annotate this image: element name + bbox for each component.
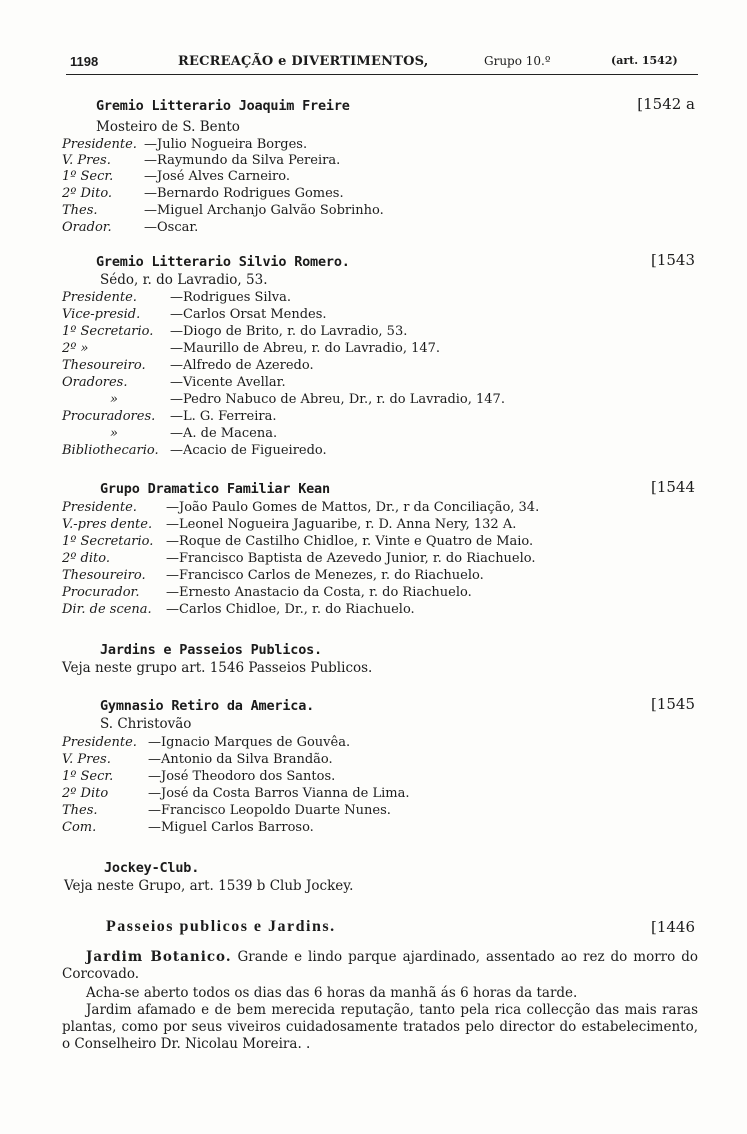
- role-value: —Carlos Orsat Mendes.: [170, 307, 327, 322]
- group-label: Grupo 10.º: [484, 54, 551, 68]
- role-value: —Acacio de Figueiredo.: [170, 443, 327, 458]
- role-label: V.-pres dente.: [62, 517, 153, 532]
- role-value: —Francisco Carlos de Menezes, r. do Riachuelo.: [166, 568, 484, 583]
- role-label: Presidente.: [62, 137, 137, 152]
- role-value: —Bernardo Rodrigues Gomes.: [144, 186, 344, 201]
- role-value: —Ignacio Marques de Gouvêa.: [148, 735, 351, 750]
- page-header: [66, 52, 698, 75]
- role-label: »: [110, 426, 118, 441]
- role-value: —José Alves Carneiro.: [144, 169, 291, 184]
- role-label: 2º Dito: [62, 786, 109, 801]
- role-value: —L. G. Ferreira.: [170, 409, 277, 424]
- running-title: RECREAÇÃO e DIVERTIMENTOS,: [178, 54, 429, 69]
- role-value: —Miguel Carlos Barroso.: [148, 820, 314, 835]
- entry-title: Jockey-Club.: [104, 860, 200, 876]
- paragraph: Acha-se aberto todos os dias das 6 horas da manhã ás 6 horas da tarde.: [86, 985, 578, 1001]
- role-label: Thes.: [62, 803, 98, 818]
- role-value: —Roque de Castilho Chidloe, r. Vinte e Quatro de Maio.: [166, 534, 534, 549]
- entry-location: Mosteiro de S. Bento: [96, 119, 240, 135]
- role-label: Procuradores.: [62, 409, 156, 424]
- role-value: —Diogo de Brito, r. do Lavradio, 53.: [170, 324, 408, 339]
- role-label: Thes.: [62, 203, 98, 218]
- entry-number: [1543: [650, 251, 695, 269]
- role-value: —Carlos Chidloe, Dr., r. do Riachuelo.: [166, 602, 415, 617]
- role-label: 1º Secr.: [62, 769, 114, 784]
- section-title: Passeios publicos e Jardins.: [106, 918, 336, 935]
- role-label: Thesoureiro.: [62, 358, 146, 373]
- role-label: Orador.: [62, 220, 112, 235]
- role-label: Com.: [62, 820, 97, 835]
- role-label: Oradores.: [62, 375, 128, 390]
- paragraph: [62, 949, 698, 983]
- entry-number: [1544: [650, 478, 695, 496]
- role-label: 1º Secretario.: [62, 534, 154, 549]
- role-value: —José da Costa Barros Vianna de Lima.: [148, 786, 410, 801]
- cross-reference: Veja neste Grupo, art. 1539 b Club Jockey.: [64, 878, 354, 894]
- role-label: Bibliothecario.: [62, 443, 159, 458]
- role-value: —Vicente Avellar.: [170, 375, 286, 390]
- entry-number: [1446: [650, 918, 695, 936]
- role-label: V. Pres.: [62, 153, 111, 168]
- role-label: Vice-presid.: [62, 307, 141, 322]
- role-label: 2º Dito.: [62, 186, 113, 201]
- entry-number: [1542 a: [637, 95, 695, 113]
- entry-title: Grupo Dramatico Familiar Kean: [100, 481, 330, 497]
- role-value: —Leonel Nogueira Jaguaribe, r. D. Anna Nery, 132 A.: [166, 517, 517, 532]
- role-label: 1º Secr.: [62, 169, 114, 184]
- article-range: (art. 1542): [611, 54, 678, 67]
- role-value: —Oscar.: [144, 220, 199, 235]
- entry-location: S. Christovão: [100, 716, 192, 732]
- role-label: 1º Secretario.: [62, 324, 154, 339]
- role-label: Presidente.: [62, 735, 137, 750]
- entry-number: [1545: [650, 695, 695, 713]
- role-label: 2º dito.: [62, 551, 110, 566]
- role-value: —Raymundo da Silva Pereira.: [144, 153, 341, 168]
- role-value: —A. de Macena.: [170, 426, 278, 441]
- role-value: —Pedro Nabuco de Abreu, Dr., r. do Lavradio, 147.: [170, 392, 505, 407]
- role-label: Procurador.: [62, 585, 140, 600]
- role-value: —Antonio da Silva Brandão.: [148, 752, 333, 767]
- entry-title: Gremio Litterario Joaquim Freire: [96, 98, 350, 114]
- role-label: 2º »: [62, 341, 89, 356]
- paragraph-text: Grande e lindo parque ajardinado, assentado ao rez do morro do Corcovado.: [62, 949, 698, 982]
- role-label: V. Pres.: [62, 752, 111, 767]
- paragraph: Jardim afamado e de bem merecida reputação, tanto pela rica collecção das mais raras plantas, como por seus viveiros cuidadosamente tratados pelo director do estabelecimento, o Conselheiro Dr. Nicolau Moreira. .: [62, 1002, 698, 1052]
- cross-reference: Veja neste grupo art. 1546 Passeios Publicos.: [62, 660, 373, 676]
- role-value: —Rodrigues Silva.: [170, 290, 291, 305]
- role-value: —Julio Nogueira Borges.: [144, 137, 308, 152]
- page-number: 1198: [70, 54, 99, 69]
- paragraph-lead: Jardim Botanico.: [86, 949, 232, 965]
- entry-title: Gremio Litterario Silvio Romero.: [96, 254, 350, 270]
- role-value: —José Theodoro dos Santos.: [148, 769, 336, 784]
- role-value: —Maurillo de Abreu, r. do Lavradio, 147.: [170, 341, 441, 356]
- role-label: Presidente.: [62, 500, 137, 515]
- entry-title: Gymnasio Retiro da America.: [100, 698, 315, 714]
- role-value: —Francisco Leopoldo Duarte Nunes.: [148, 803, 391, 818]
- role-label: Thesoureiro.: [62, 568, 146, 583]
- role-value: —Francisco Baptista de Azevedo Junior, r. do Riachuelo.: [166, 551, 536, 566]
- role-label: »: [110, 392, 118, 407]
- role-value: —Ernesto Anastacio da Costa, r. do Riachuelo.: [166, 585, 472, 600]
- role-value: —João Paulo Gomes de Mattos, Dr., r da Conciliação, 34.: [166, 500, 540, 515]
- role-value: —Miguel Archanjo Galvão Sobrinho.: [144, 203, 384, 218]
- entry-location: Sédo, r. do Lavradio, 53.: [100, 272, 268, 288]
- role-value: —Alfredo de Azeredo.: [170, 358, 314, 373]
- entry-title: Jardins e Passeios Publicos.: [100, 642, 322, 658]
- role-label: Presidente.: [62, 290, 137, 305]
- role-label: Dir. de scena.: [62, 602, 152, 617]
